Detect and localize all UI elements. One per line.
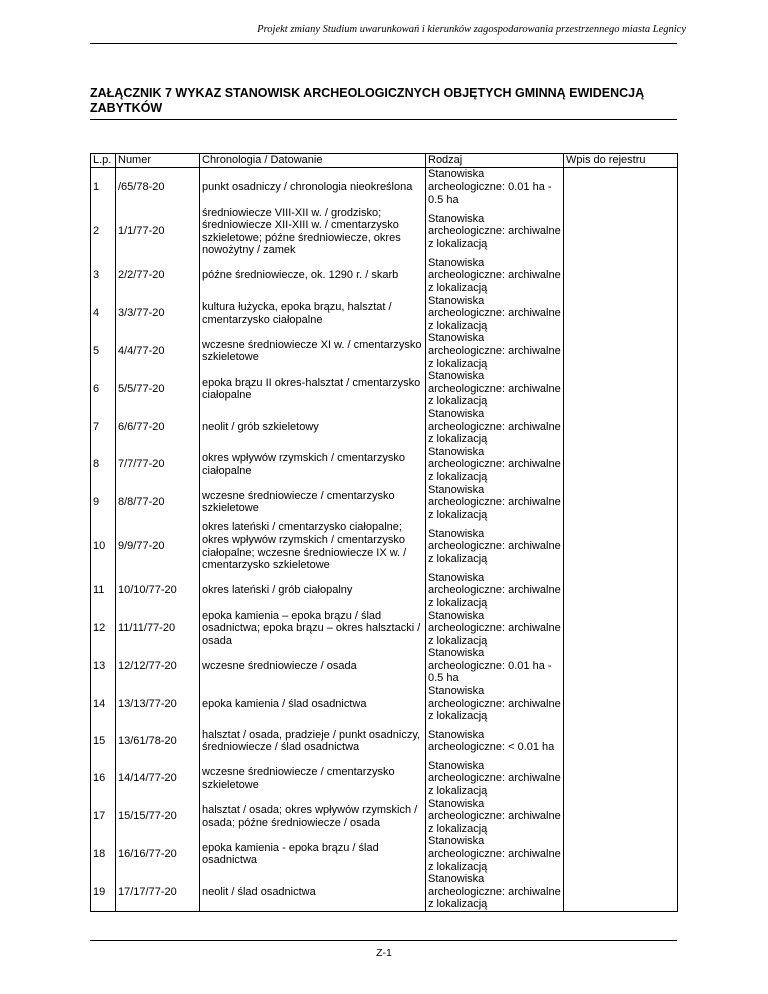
cell-numer: 4/4/77-20: [116, 332, 200, 370]
cell-rodzaj: Stanowiska archeologiczne: 0.01 ha - 0.5 ha: [426, 647, 564, 685]
cell-chronologia: wczesne średniowiecze / cmentarzysko szkieletowe: [200, 760, 426, 798]
cell-rodzaj: Stanowiska archeologiczne: 0.01 ha - 0.5 ha: [426, 168, 564, 207]
table-row: [91, 332, 678, 370]
cell-rodzaj: Stanowiska archeologiczne: archiwalne z lokalizacją: [426, 446, 564, 484]
cell-lp: 14: [91, 685, 116, 723]
cell-chronologia: neolit / ślad osadnictwa: [200, 873, 426, 911]
cell-wpis: [564, 207, 678, 257]
cell-chronologia: halsztat / osada, pradzieje / punkt osadniczy, średniowiecze / ślad osadnictwa: [200, 723, 426, 760]
cell-chronologia: wczesne średniowiecze XI w. / cmentarzysko szkieletowe: [200, 332, 426, 370]
cell-wpis: [564, 685, 678, 723]
header-rodzaj: Rodzaj: [426, 154, 564, 168]
table-row: [91, 723, 678, 760]
cell-numer: 15/15/77-20: [116, 798, 200, 836]
cell-chronologia: epoka brązu II okres-halsztat / cmentarzysko ciałopalne: [200, 370, 426, 408]
cell-chronologia: neolit / grób szkieletowy: [200, 408, 426, 446]
table-row: [91, 521, 678, 571]
cell-numer: 7/7/77-20: [116, 446, 200, 484]
cell-rodzaj: Stanowiska archeologiczne: archiwalne z lokalizacją: [426, 610, 564, 648]
cell-numer: 17/17/77-20: [116, 873, 200, 911]
cell-chronologia: okres wpływów rzymskich / cmentarzysko ciałopalne: [200, 446, 426, 484]
cell-wpis: [564, 760, 678, 798]
table-header-row: [91, 154, 678, 168]
cell-chronologia: okres lateński / cmentarzysko ciałopalne; okres wpływów rzymskich / cmentarzysko ciałopalne; wczesne średniowiecze IX w. / cmentarzysko szkieletowe: [200, 521, 426, 571]
header-divider: [90, 43, 677, 44]
cell-lp: 4: [91, 295, 116, 333]
cell-wpis: [564, 408, 678, 446]
cell-wpis: [564, 835, 678, 873]
table-row: [91, 873, 678, 911]
cell-chronologia: punkt osadniczy / chronologia nieokreślona: [200, 168, 426, 207]
header-wpis: Wpis do rejestru: [564, 154, 678, 168]
cell-numer: /65/78-20: [116, 168, 200, 207]
page-title: ZAŁĄCZNIK 7 WYKAZ STANOWISK ARCHEOLOGICZNYCH OBJĘTYCH GMINNĄ EWIDENCJĄ ZABYTKÓW: [90, 86, 645, 115]
title-divider: [90, 119, 677, 120]
cell-numer: 13/13/77-20: [116, 685, 200, 723]
cell-rodzaj: Stanowiska archeologiczne: archiwalne z lokalizacją: [426, 798, 564, 836]
cell-rodzaj: Stanowiska archeologiczne: archiwalne z lokalizacją: [426, 484, 564, 522]
cell-wpis: [564, 257, 678, 295]
cell-wpis: [564, 521, 678, 571]
cell-rodzaj: Stanowiska archeologiczne: < 0.01 ha: [426, 723, 564, 760]
cell-numer: 13/61/78-20: [116, 723, 200, 760]
cell-wpis: [564, 647, 678, 685]
header-lp: L.p.: [91, 154, 116, 168]
cell-wpis: [564, 798, 678, 836]
cell-wpis: [564, 295, 678, 333]
header-numer: Numer: [116, 154, 200, 168]
table-row: [91, 760, 678, 798]
table-row: [91, 685, 678, 723]
cell-lp: 16: [91, 760, 116, 798]
cell-chronologia: średniowiecze VIII-XII w. / grodzisko; średniowiecze XII-XIII w. / cmentarzysko szkieletowe; późne średniowiecze, okres nowożytny / zamek: [200, 207, 426, 257]
cell-rodzaj: Stanowiska archeologiczne: archiwalne z lokalizacją: [426, 295, 564, 333]
cell-rodzaj: Stanowiska archeologiczne: archiwalne z lokalizacją: [426, 207, 564, 257]
table-row: [91, 370, 678, 408]
cell-numer: 3/3/77-20: [116, 295, 200, 333]
cell-rodzaj: Stanowiska archeologiczne: archiwalne z lokalizacją: [426, 873, 564, 911]
cell-rodzaj: Stanowiska archeologiczne: archiwalne z lokalizacją: [426, 685, 564, 723]
cell-wpis: [564, 446, 678, 484]
cell-chronologia: epoka kamienia / ślad osadnictwa: [200, 685, 426, 723]
cell-rodzaj: Stanowiska archeologiczne: archiwalne z lokalizacją: [426, 760, 564, 798]
cell-chronologia: wczesne średniowiecze / cmentarzysko szkieletowe: [200, 484, 426, 522]
cell-numer: 9/9/77-20: [116, 521, 200, 571]
table-row: [91, 835, 678, 873]
cell-lp: 9: [91, 484, 116, 522]
cell-lp: 17: [91, 798, 116, 836]
cell-lp: 12: [91, 610, 116, 648]
cell-wpis: [564, 610, 678, 648]
table-row: [91, 798, 678, 836]
cell-chronologia: halsztat / osada; okres wpływów rzymskich / osada; późne średniowiecze / osada: [200, 798, 426, 836]
archaeological-sites-table: [90, 153, 678, 912]
cell-numer: 1/1/77-20: [116, 207, 200, 257]
table-row: [91, 408, 678, 446]
cell-lp: 18: [91, 835, 116, 873]
cell-numer: 5/5/77-20: [116, 370, 200, 408]
cell-wpis: [564, 332, 678, 370]
cell-numer: 14/14/77-20: [116, 760, 200, 798]
cell-numer: 12/12/77-20: [116, 647, 200, 685]
cell-lp: 11: [91, 572, 116, 610]
cell-lp: 8: [91, 446, 116, 484]
cell-numer: 10/10/77-20: [116, 572, 200, 610]
cell-lp: 10: [91, 521, 116, 571]
header-chronologia: Chronologia / Datowanie: [200, 154, 426, 168]
cell-rodzaj: Stanowiska archeologiczne: archiwalne z lokalizacją: [426, 332, 564, 370]
page-number: Z-1: [376, 947, 392, 959]
cell-chronologia: kultura łużycka, epoka brązu, halsztat / cmentarzysko ciałopalne: [200, 295, 426, 333]
cell-numer: 11/11/77-20: [116, 610, 200, 648]
running-header: Projekt zmiany Studium uwarunkowań i kierunków zagospodarowania przestrzennego miasta Legnicy: [257, 24, 686, 35]
cell-chronologia: wczesne średniowiecze / osada: [200, 647, 426, 685]
cell-rodzaj: Stanowiska archeologiczne: archiwalne z lokalizacją: [426, 835, 564, 873]
cell-lp: 2: [91, 207, 116, 257]
cell-lp: 5: [91, 332, 116, 370]
table-body: [91, 168, 678, 912]
footer-divider: [90, 940, 677, 941]
cell-chronologia: epoka kamienia - epoka brązu / ślad osadnictwa: [200, 835, 426, 873]
cell-numer: 8/8/77-20: [116, 484, 200, 522]
cell-wpis: [564, 572, 678, 610]
cell-numer: 16/16/77-20: [116, 835, 200, 873]
table-row: [91, 610, 678, 648]
cell-numer: 6/6/77-20: [116, 408, 200, 446]
table-row: [91, 647, 678, 685]
cell-wpis: [564, 484, 678, 522]
cell-chronologia: okres lateński / grób ciałopalny: [200, 572, 426, 610]
cell-lp: 3: [91, 257, 116, 295]
table-row: [91, 257, 678, 295]
cell-lp: 13: [91, 647, 116, 685]
cell-chronologia: epoka kamienia – epoka brązu / ślad osadnictwa; epoka brązu – okres halsztacki / osada: [200, 610, 426, 648]
cell-wpis: [564, 370, 678, 408]
cell-wpis: [564, 168, 678, 207]
cell-wpis: [564, 873, 678, 911]
cell-lp: 19: [91, 873, 116, 911]
cell-chronologia: późne średniowiecze, ok. 1290 r. / skarb: [200, 257, 426, 295]
cell-numer: 2/2/77-20: [116, 257, 200, 295]
table-row: [91, 295, 678, 333]
table-row: [91, 168, 678, 207]
cell-rodzaj: Stanowiska archeologiczne: archiwalne z lokalizacją: [426, 408, 564, 446]
cell-rodzaj: Stanowiska archeologiczne: archiwalne z lokalizacją: [426, 370, 564, 408]
cell-rodzaj: Stanowiska archeologiczne: archiwalne z lokalizacją: [426, 257, 564, 295]
table-row: [91, 446, 678, 484]
table-row: [91, 207, 678, 257]
cell-lp: 7: [91, 408, 116, 446]
cell-rodzaj: Stanowiska archeologiczne: archiwalne z lokalizacją: [426, 521, 564, 571]
cell-wpis: [564, 723, 678, 760]
cell-lp: 6: [91, 370, 116, 408]
table-row: [91, 484, 678, 522]
cell-lp: 15: [91, 723, 116, 760]
table-row: [91, 572, 678, 610]
cell-rodzaj: Stanowiska archeologiczne: archiwalne z lokalizacją: [426, 572, 564, 610]
cell-lp: 1: [91, 168, 116, 207]
